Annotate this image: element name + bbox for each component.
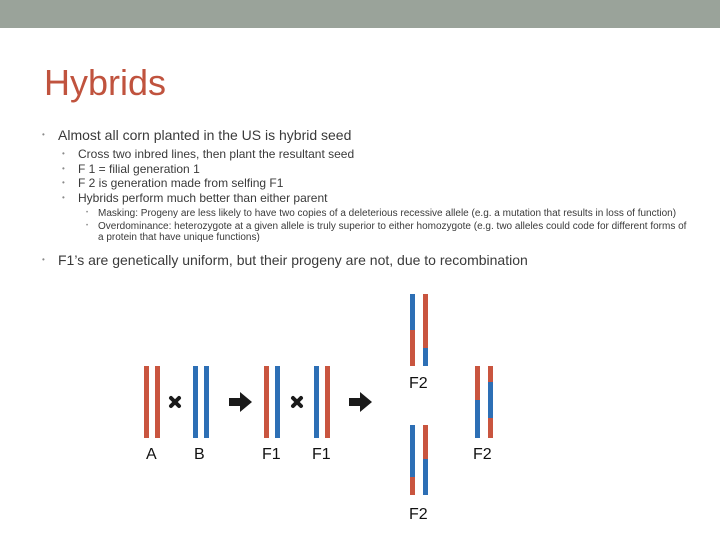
bullet-text: F1’s are genetically uniform, but their progeny are not, due to recombination xyxy=(58,252,528,268)
right-arrow-icon xyxy=(229,392,252,412)
bullet-dot-icon: • xyxy=(62,149,65,158)
chromosome-pair-a xyxy=(144,366,160,438)
bullet-text: Hybrids perform much better than either parent xyxy=(78,190,328,205)
bullet-dot-icon: • xyxy=(86,223,89,229)
chromosome-pair-f2-bottom xyxy=(410,425,428,495)
chromosome-pair-f1-right xyxy=(314,366,330,438)
slide-title: Hybrids xyxy=(44,62,167,103)
bullet-dot-icon: • xyxy=(42,130,45,139)
label-a: A xyxy=(146,446,157,463)
label-f2-top: F2 xyxy=(409,375,428,392)
bullet-dot-icon: • xyxy=(62,192,65,202)
chromosome-pair-f2-right xyxy=(475,366,493,438)
bullet-text: Almost all corn planted in the US is hybrid seed xyxy=(58,127,352,143)
bullet-text: Masking: Progeny are less likely to have two copies of a deleterious recessive allele (e.g. a mutation that results in loss of function) xyxy=(98,208,677,219)
bullet-dot-icon: • xyxy=(86,210,89,216)
bullet-dot-icon: • xyxy=(42,255,45,264)
bullet-text: Overdominance: heterozygote at a given allele is truly superior to either homozygote (e.g. two alleles could code for different forms of a protein that have unique functions) xyxy=(98,221,687,243)
label-f2-bottom: F2 xyxy=(409,506,428,523)
label-b: B xyxy=(194,446,205,463)
cross-icon xyxy=(293,398,301,406)
bullet-text: Cross two inbred lines, then plant the resultant seed xyxy=(78,147,355,161)
label-f1-right: F1 xyxy=(312,446,331,463)
label-f2-right: F2 xyxy=(473,446,492,463)
bullet-dot-icon: • xyxy=(62,178,65,187)
right-arrow-icon xyxy=(349,392,372,412)
bullet-text: F 1 = filial generation 1 xyxy=(78,161,200,176)
chromosome-pair-f1-left xyxy=(264,366,280,438)
chromosome-pair-f2-top xyxy=(410,294,428,366)
label-f1-left: F1 xyxy=(262,446,281,463)
bullet-text: F 2 is generation made from selfing F1 xyxy=(78,176,284,190)
chromosome-pair-b xyxy=(193,366,209,438)
cross-icon xyxy=(171,398,179,406)
bullet-dot-icon: • xyxy=(62,163,65,173)
